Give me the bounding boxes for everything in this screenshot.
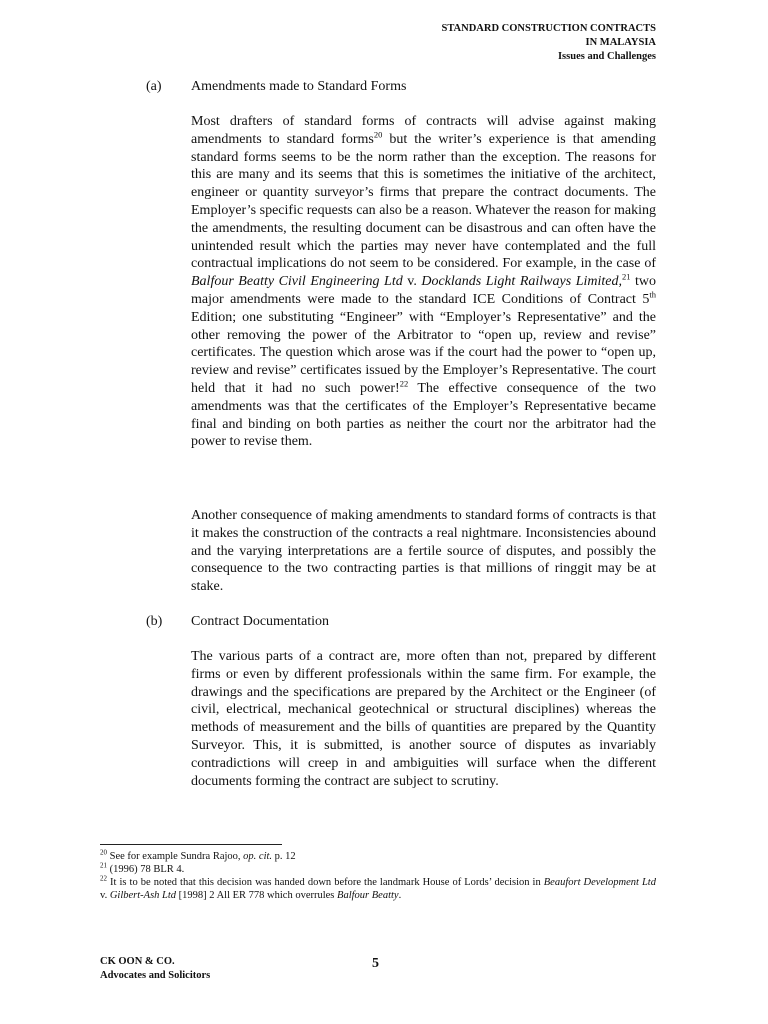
footnote-number: 20 — [100, 848, 107, 857]
header-line-3: Issues and Challenges — [557, 51, 656, 62]
footnote-separator — [100, 844, 282, 845]
footnote-22 — [100, 876, 656, 902]
para-text: Most drafters of standard forms of contracts will advise against making amendments to standard forms — [191, 114, 656, 147]
footer-firm-subtitle: Advocates and Solicitors — [100, 970, 211, 981]
footnote-number: 22 — [100, 874, 107, 883]
footnote-ref-22: 22 — [399, 378, 409, 389]
para-text: but the writer’s experience is that amending standard forms seems to be the norm rather than the exception. The reasons for this are many and its seems that this is sometimes the initiative of the architect, engineer or quantity surveyor’s firms that prepare the contract documents. The Employer’s specific requests can also be a reason. Whatever the reason for making the amendments, the resulting document can be disastrous and can often have the unintended result which the parties may never have contemplated and the full contractual implications do not seem to be considered. For example, in the case of — [191, 131, 656, 272]
section-b-letter: (b) — [146, 614, 163, 629]
para-text: The effective consequence of the two amendments was that the certificates of the Employer’s Representative became final and binding on both parties as neither the court nor the arbitrator had the power to revise them. — [191, 380, 656, 450]
footnote-text: v. — [100, 890, 110, 901]
case-name: Gilbert-Ash Ltd — [109, 890, 177, 901]
section-b-paragraph-1: The various parts of a contract are, more often than not, prepared by different firms or even by different professionals within the same firm. For example, the drawings and the specifications are prepared by the Architect or the Engineer (of civil, electrical, mechanical geotechnical or structural disciplines) whereas the methods of measurement and the bills of quantities are prepared by the Quantity Surveyor. This, it is submitted, is another source of disputes as invariably contradictions will creep in and ambiguities will surface when the different documents forming the contract are subject to scrutiny. — [191, 649, 656, 789]
footnotes — [100, 850, 656, 902]
footnote-text: See for example Sundra Rajoo, — [107, 851, 244, 862]
footnote-italic: op. cit. — [243, 851, 273, 862]
footnote-ref-21: 21 — [621, 271, 631, 282]
ordinal-superscript: th — [649, 289, 656, 300]
footnote-text: p. 12 — [272, 851, 296, 862]
page-number: 5 — [372, 956, 379, 971]
footnote-text: [1998] 2 All ER 778 which overrules — [176, 890, 338, 901]
footer-firm-block — [100, 955, 210, 983]
footnote-ref-20: 20 — [373, 129, 383, 140]
section-b-title: Contract Documentation — [191, 614, 330, 629]
case-name: Beaufort Development Ltd — [543, 877, 656, 888]
footnote-number: 21 — [100, 861, 107, 870]
footnote-text: . — [398, 890, 402, 901]
case-name: Docklands Light Railways Limited, — [421, 274, 622, 290]
footnote-20 — [100, 850, 656, 863]
para-text: v. — [402, 274, 422, 290]
footnote-text: (1996) 78 BLR 4. — [107, 864, 185, 875]
header-line-1: STANDARD CONSTRUCTION CONTRACTS — [441, 23, 656, 34]
case-name: Balfour Beatty — [337, 890, 399, 901]
section-a-letter: (a) — [146, 79, 162, 94]
para-text: two major amendments were made to the standard ICE Conditions of Contract 5 — [191, 274, 656, 307]
footnote-text: It is to be noted that this decision was handed down before the landmark House of Lords’ decision in — [107, 877, 544, 888]
case-name: Balfour Beatty Civil Engineering Ltd — [191, 274, 403, 290]
section-a-title: Amendments made to Standard Forms — [191, 79, 407, 94]
para-text: Edition; one substituting “Engineer” with “Employer’s Representative” and the other removing the power of the Arbitrator to “open up, review and revise” certificates. The question which arose was if the court had the power to “open up, review and revise” certificates issued by the Employer’s Representative. The court held that it had no such power! — [191, 309, 656, 396]
footnote-21 — [100, 863, 656, 876]
header-line-2: IN MALAYSIA — [585, 37, 656, 48]
running-header — [441, 22, 656, 64]
section-a-paragraph-1 — [191, 113, 656, 451]
section-a-paragraph-2: Another consequence of making amendments to standard forms of contracts is that it makes the construction of the contracts a real nightmare. Inconsistencies abound and the varying interpretations are a fertile source of disputes, and possibly the consequence to the two contracting parties is that millions of ringgit may be at stake. — [191, 508, 656, 595]
footer-firm-name: CK OON & CO. — [100, 956, 175, 967]
